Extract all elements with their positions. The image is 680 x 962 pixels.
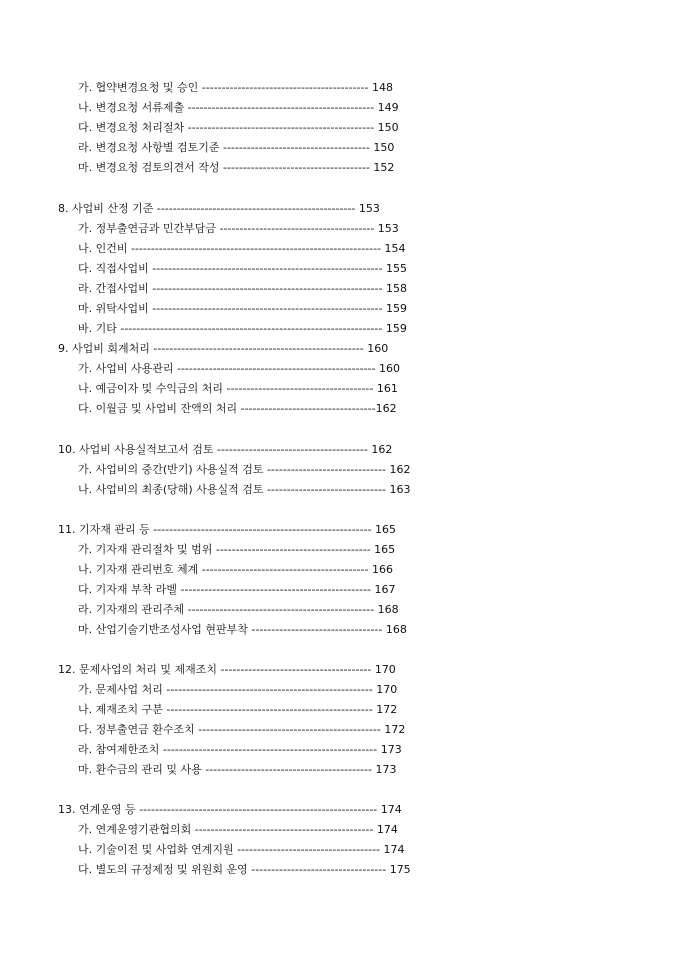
toc-entry-text: 가. 연계운영기관협의회 --------------------------------------------- 174 — [78, 823, 398, 836]
toc-entry — [0, 742, 680, 758]
toc-entry-text: 가. 사업비 사용관리 -------------------------------------------------- 160 — [78, 362, 400, 375]
toc-section — [0, 341, 680, 357]
toc-entry — [0, 301, 680, 317]
toc-section-text: 12. 문제사업의 처리 및 제재조치 -------------------------------------- 170 — [58, 663, 396, 676]
toc-entry-text: 가. 문제사업 처리 ---------------------------------------------------- 170 — [78, 683, 398, 696]
toc-section-text: 11. 기자재 관리 등 ------------------------------------------------------- 165 — [58, 523, 397, 536]
toc-entry-text: 가. 사업비의 중간(반기) 사용실적 검토 ------------------------------ 162 — [78, 463, 411, 476]
toc-entry-text: 나. 기술이전 및 사업화 연계지원 ------------------------------------ 174 — [78, 843, 405, 856]
toc-entry — [0, 602, 680, 618]
toc-entry — [0, 261, 680, 277]
toc-entry — [0, 381, 680, 397]
toc-section-text: 8. 사업비 산정 기준 -------------------------------------------------- 153 — [58, 202, 380, 215]
toc-entry-text: 마. 산업기술기반조성사업 현판부착 --------------------------------- 168 — [78, 623, 407, 636]
toc-section-text: 10. 사업비 사용실적보고서 검토 -------------------------------------- 162 — [58, 443, 393, 456]
toc-entry-text: 마. 환수금의 관리 및 사용 ------------------------------------------ 173 — [78, 763, 397, 776]
toc-entry-text: 나. 인건비 --------------------------------------------------------------- 154 — [78, 242, 406, 255]
toc-entry-text: 가. 정부출연금과 민간부담금 --------------------------------------- 153 — [78, 222, 399, 235]
toc-entry — [0, 80, 680, 96]
toc-entry-text: 나. 제재조치 구분 ---------------------------------------------------- 172 — [78, 703, 398, 716]
toc-entry — [0, 822, 680, 838]
toc-entry-text: 라. 간접사업비 ---------------------------------------------------------- 158 — [78, 282, 407, 295]
toc-entry-text: 다. 변경요청 처리절차 ----------------------------------------------- 150 — [78, 121, 399, 134]
toc-entry — [0, 722, 680, 738]
toc-entry — [0, 582, 680, 598]
toc-entry-text: 라. 참여제한조치 ------------------------------------------------------ 173 — [78, 743, 402, 756]
toc-entry-text: 나. 변경요청 서류제출 ----------------------------------------------- 149 — [78, 101, 399, 114]
toc-entry — [0, 140, 680, 156]
toc-entry — [0, 682, 680, 698]
toc-entry-text: 마. 변경요청 검토의견서 작성 ------------------------------------- 152 — [78, 161, 395, 174]
toc-entry-text: 다. 별도의 규정제정 및 위원회 운영 ---------------------------------- 175 — [78, 863, 411, 876]
toc-entry — [0, 120, 680, 136]
toc-entry — [0, 221, 680, 237]
toc-entry — [0, 462, 680, 478]
toc-section — [0, 522, 680, 538]
toc-entry-text: 가. 기자재 관리절차 및 범위 --------------------------------------- 165 — [78, 543, 396, 556]
toc-entry — [0, 702, 680, 718]
toc-entry — [0, 281, 680, 297]
toc-entry-text: 나. 기자재 관리번호 체계 ------------------------------------------ 166 — [78, 563, 393, 576]
toc-entry-text: 다. 기자재 부착 라벨 ------------------------------------------------ 167 — [78, 583, 396, 596]
toc-entry-text: 마. 위탁사업비 ---------------------------------------------------------- 159 — [78, 302, 407, 315]
toc-entry — [0, 160, 680, 176]
toc-section-text: 9. 사업비 회계처리 ----------------------------------------------------- 160 — [58, 342, 389, 355]
toc-entry — [0, 401, 680, 417]
toc-entry — [0, 241, 680, 257]
toc-entry-text: 다. 직접사업비 ---------------------------------------------------------- 155 — [78, 262, 407, 275]
toc-entry-text: 라. 기자재의 관리주체 ----------------------------------------------- 168 — [78, 603, 399, 616]
toc-entry — [0, 562, 680, 578]
toc-entry — [0, 361, 680, 377]
toc-entry-text: 가. 협약변경요청 및 승인 ------------------------------------------ 148 — [78, 81, 393, 94]
toc-entry-text: 나. 예금이자 및 수익금의 처리 ------------------------------------- 161 — [78, 382, 398, 395]
toc-entry — [0, 622, 680, 638]
toc-entry-text: 다. 이월금 및 사업비 잔액의 처리 ----------------------------------162 — [78, 402, 397, 415]
toc-section — [0, 662, 680, 678]
toc-entry — [0, 321, 680, 337]
toc-entry-text: 나. 사업비의 최종(당해) 사용실적 검토 ------------------------------ 163 — [78, 483, 411, 496]
toc-section-text: 13. 연계운영 등 ------------------------------------------------------------ 174 — [58, 803, 402, 816]
toc-section — [0, 442, 680, 458]
toc-entry — [0, 100, 680, 116]
toc-entry — [0, 482, 680, 498]
toc-entry — [0, 762, 680, 778]
toc-entry — [0, 862, 680, 878]
toc-entry-text: 라. 변경요청 사항별 검토기준 ------------------------------------- 150 — [78, 141, 395, 154]
toc-entry-text: 다. 정부출연금 환수조치 ---------------------------------------------- 172 — [78, 723, 406, 736]
toc-section — [0, 802, 680, 818]
toc-section — [0, 201, 680, 217]
toc-entry — [0, 542, 680, 558]
toc-entry-text: 바. 기타 ------------------------------------------------------------------ 159 — [78, 322, 407, 335]
toc-entry — [0, 842, 680, 858]
